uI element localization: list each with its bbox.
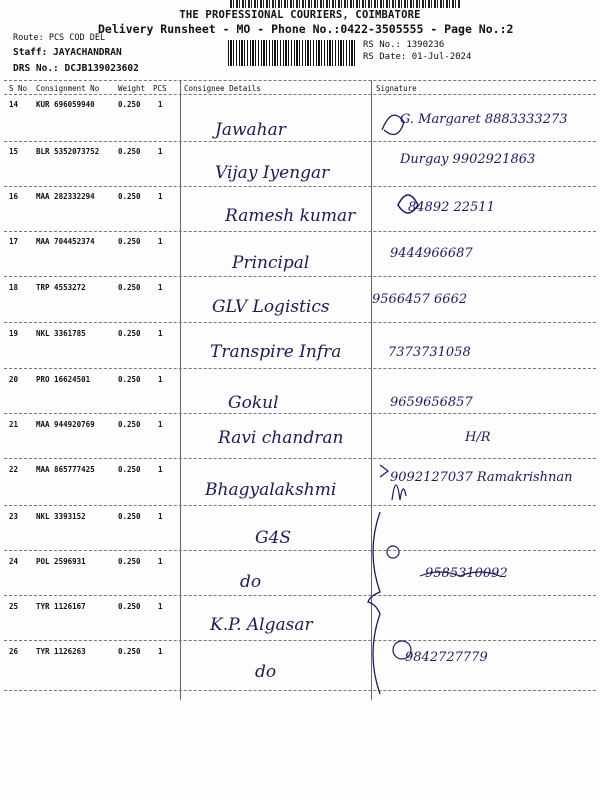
row-sno: 26 (9, 647, 19, 656)
row-signature-handwritten: 9444966687 (390, 246, 473, 261)
row-weight: 0.250 (118, 283, 141, 292)
row-sno: 19 (9, 329, 19, 338)
row-weight: 0.250 (118, 420, 141, 429)
company-title: THE PROFESSIONAL COURIERS, COIMBATORE (179, 9, 421, 21)
row-sno: 25 (9, 602, 19, 611)
row-pcs: 1 (158, 557, 163, 566)
row-consignee-handwritten: GLV Logistics (212, 297, 330, 317)
row-sno: 24 (9, 557, 19, 566)
row-pcs: 1 (158, 465, 163, 474)
row-weight: 0.250 (118, 512, 141, 521)
row-sno: 22 (9, 465, 19, 474)
row-consignment-no: MAA 704452374 (36, 237, 95, 246)
row-signature-handwritten: 9842727779 (405, 650, 488, 665)
row-sno: 14 (9, 100, 19, 109)
row-signature-handwritten: 9585310092 (425, 566, 508, 581)
row-signature-handwritten: 9566457 6662 (372, 292, 468, 307)
row-signature-handwritten: Durgay 9902921863 (400, 152, 536, 167)
row-pcs: 1 (158, 512, 163, 521)
row-signature-handwritten: 9659656857 (390, 395, 473, 410)
row-sno: 16 (9, 192, 19, 201)
row-consignee-handwritten: Transpire Infra (210, 342, 342, 362)
rs-number: RS No.: 1390236 (363, 40, 445, 50)
row-weight: 0.250 (118, 329, 141, 338)
col-pcs: PCS (153, 84, 167, 93)
row-consignment-no: NKL 3361785 (36, 329, 86, 338)
row-weight: 0.250 (118, 375, 141, 384)
row-consignment-no: TRP 4553272 (36, 283, 86, 292)
row-weight: 0.250 (118, 237, 141, 246)
rs-date: RS Date: 01-Jul-2024 (363, 52, 472, 62)
row-consignee-handwritten: Gokul (228, 393, 279, 413)
row-weight: 0.250 (118, 647, 141, 656)
row-pcs: 1 (158, 283, 163, 292)
row-pcs: 1 (158, 420, 163, 429)
row-sno: 15 (9, 147, 19, 156)
col-signature: Signature (376, 84, 417, 93)
row-pcs: 1 (158, 100, 163, 109)
row-weight: 0.250 (118, 602, 141, 611)
runsheet-line: Delivery Runsheet - MO - Phone No.:0422-3505555 - Page No.:2 (98, 22, 514, 36)
row-consignment-no: KUR 696059940 (36, 100, 95, 109)
row-consignee-handwritten: K.P. Algasar (210, 615, 313, 635)
row-consignment-no: TYR 1126167 (36, 602, 86, 611)
row-consignment-no: MAA 282332294 (36, 192, 95, 201)
row-weight: 0.250 (118, 557, 141, 566)
row-consignment-no: MAA 944920769 (36, 420, 95, 429)
row-sno: 17 (9, 237, 19, 246)
row-pcs: 1 (158, 192, 163, 201)
row-signature-handwritten: 7373731058 (388, 345, 471, 360)
col-consignment: Consignment No (36, 84, 100, 93)
row-pcs: 1 (158, 375, 163, 384)
row-consignee-handwritten: do (255, 662, 277, 682)
row-weight: 0.250 (118, 147, 141, 156)
row-consignee-handwritten: Principal (232, 253, 310, 273)
row-pcs: 1 (158, 602, 163, 611)
row-sno: 18 (9, 283, 19, 292)
row-consignee-handwritten: Jawahar (215, 120, 286, 140)
drs-number: DRS No.: DCJB139023602 (13, 63, 139, 74)
row-weight: 0.250 (118, 465, 141, 474)
row-consignment-no: BLR 5352073752 (36, 147, 100, 156)
row-pcs: 1 (158, 647, 163, 656)
col-sno: S No (9, 84, 28, 93)
col-weight: Weight (118, 84, 146, 93)
row-sno: 23 (9, 512, 19, 521)
row-sno: 20 (9, 375, 19, 384)
row-pcs: 1 (158, 329, 163, 338)
row-consignee-handwritten: G4S (255, 528, 292, 548)
row-consignee-handwritten: do (240, 572, 262, 592)
row-signature-handwritten: G. Margaret 8883333273 (400, 112, 568, 127)
staff-label: Staff: JAYACHANDRAN (13, 47, 122, 58)
row-consignment-no: POL 2596931 (36, 557, 86, 566)
row-signature-handwritten: 9092127037 Ramakrishnan (390, 470, 573, 485)
row-pcs: 1 (158, 147, 163, 156)
row-consignee-handwritten: Bhagyalakshmi (205, 480, 337, 500)
row-signature-handwritten: H/R (465, 430, 491, 445)
row-signature-handwritten: 84892 22511 (408, 200, 495, 215)
row-consignment-no: NKL 3393152 (36, 512, 86, 521)
row-consignee-handwritten: Ravi chandran (218, 428, 344, 448)
route-label: Route: PCS COD DEL (13, 33, 106, 43)
row-consignment-no: MAA 865777425 (36, 465, 95, 474)
row-weight: 0.250 (118, 100, 141, 109)
row-sno: 21 (9, 420, 19, 429)
row-consignee-handwritten: Ramesh kumar (225, 206, 356, 226)
row-consignee-handwritten: Vijay Iyengar (215, 163, 330, 183)
row-consignment-no: PRO 16624501 (36, 375, 91, 384)
row-pcs: 1 (158, 237, 163, 246)
row-weight: 0.250 (118, 192, 141, 201)
col-consignee: Consignee Details (184, 84, 261, 93)
row-consignment-no: TYR 1126263 (36, 647, 86, 656)
